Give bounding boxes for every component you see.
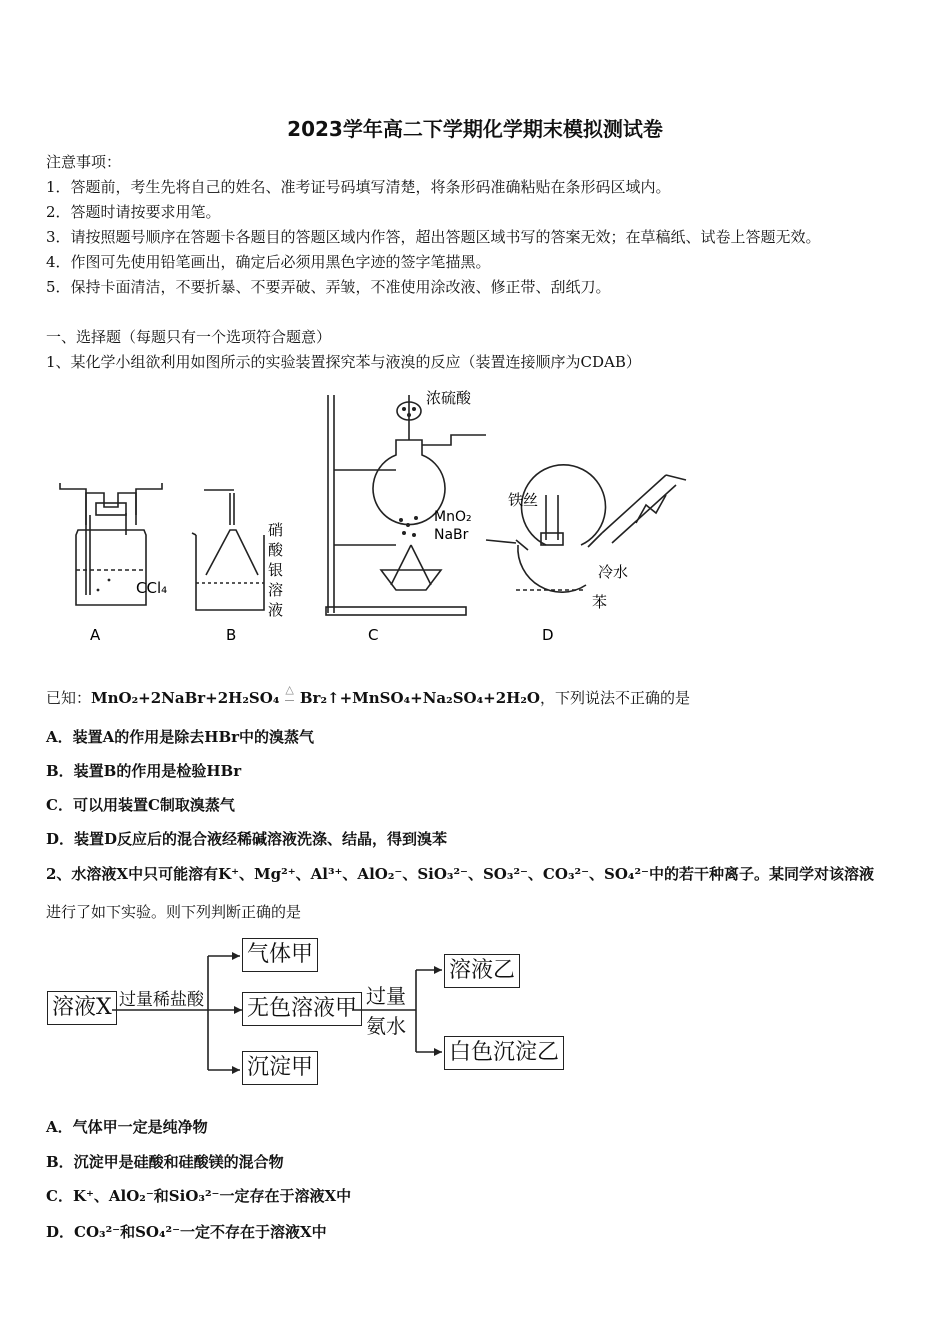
colorless-solution-box: 无色溶液甲 <box>242 992 362 1026</box>
apparatus-figure <box>46 385 696 650</box>
silver-nitrate-label-3: 银 <box>268 561 284 579</box>
q1-stem: 1、某化学小组欲利用如图所示的实验装置探究苯与液溴的反应（装置连接顺序为CDAB） <box>46 353 641 371</box>
silver-nitrate-label-4: 溶 <box>268 581 284 599</box>
mno2-label: MnO₂ <box>434 509 472 525</box>
solution-y-box: 溶液乙 <box>444 954 520 988</box>
notice-item: 1．答题前，考生先将自己的姓名、准考证号码填写清楚，将条形码准确粘贴在条形码区域内。 <box>46 178 671 196</box>
known-prefix: 已知： <box>46 689 92 707</box>
silver-nitrate-label-1: 硝 <box>268 521 284 539</box>
q1-option-b: B．装置B的作用是检验HBr <box>46 762 242 780</box>
white-precipitate-box: 白色沉淀乙 <box>444 1036 564 1070</box>
notice-heading: 注意事项： <box>46 153 122 171</box>
label-a: A <box>90 626 101 644</box>
q1-option-d: D．装置D反应后的混合液经稀碱溶液洗涤、结晶，得到溴苯 <box>46 830 448 848</box>
q1-option-c: C．可以用装置C制取溴蒸气 <box>46 796 235 814</box>
q1-option-a: A．装置A的作用是除去HBr中的溴蒸气 <box>46 728 315 746</box>
known-equation-right: Br₂↑+MnSO₄+Na₂SO₄+2H₂O <box>299 689 540 707</box>
apparatus-b <box>192 490 264 610</box>
notice-item: 3．请按照题号顺序在答题卡各题目的答题区域内作答，超出答题区域书写的答案无效；在草稿纸、试卷上答题无效。 <box>46 228 821 246</box>
known-condition: △ <box>285 680 293 701</box>
benzene-label: 苯 <box>592 593 608 611</box>
q2-option-a: A．气体甲一定是纯净物 <box>46 1118 208 1136</box>
label-c: C <box>368 626 379 644</box>
q2-option-c: C．K⁺、AlO₂⁻和SiO₃²⁻一定存在于溶液X中 <box>46 1187 352 1205</box>
ccl4-label: CCl₄ <box>136 579 168 597</box>
label-d: D <box>542 626 554 644</box>
apparatus-d <box>486 465 686 592</box>
q2-option-d: D．CO₃²⁻和SO₄²⁻一定不存在于溶液X中 <box>46 1223 327 1241</box>
apparatus-c <box>326 395 486 615</box>
q2-stem-line1: 2、水溶液X中只可能溶有K⁺、Mg²⁺、Al³⁺、AlO₂⁻、SiO₃²⁻、SO₃²⁻、CO₃²⁻、SO₄²⁻中的若干种离子。某同学对该溶液 <box>46 865 874 883</box>
q2-stem-line2: 进行了如下实验。则下列判断正确的是 <box>46 903 302 921</box>
q1-known <box>46 680 690 708</box>
page-title: 2023学年高二下学期化学期末模拟测试卷 <box>287 117 663 141</box>
silver-nitrate-label-5: 液 <box>268 601 284 619</box>
notice-item: 5．保持卡面清洁，不要折暴、不要弄破、弄皱，不准使用涂改液、修正带、刮纸刀。 <box>46 278 611 296</box>
gas-box: 气体甲 <box>242 938 318 972</box>
solution-x-box: 溶液X <box>47 991 117 1025</box>
known-equation-left: MnO₂+2NaBr+2H₂SO₄ <box>91 689 280 707</box>
notice-item: 4．作图可先使用铅笔画出，确定后必须用黑色字迹的签字笔描黑。 <box>46 253 491 271</box>
conc-h2so4-label: 浓硫酸 <box>426 389 472 407</box>
cold-water-label: 冷水 <box>598 563 629 581</box>
reagent-hcl: 过量稀盐酸 <box>119 990 204 1010</box>
known-suffix: ，下列说法不正确的是 <box>540 689 691 707</box>
silver-nitrate-label-2: 酸 <box>268 541 284 559</box>
notice-item: 2．答题时请按要求用笔。 <box>46 203 221 221</box>
iron-wire-label: 铁丝 <box>508 491 539 509</box>
nabr-label: NaBr <box>434 527 469 543</box>
reagent-ammonia-1: 过量 <box>366 984 406 1008</box>
precipitate-box: 沉淀甲 <box>242 1051 318 1085</box>
q2-option-b: B．沉淀甲是硅酸和硅酸镁的混合物 <box>46 1153 284 1171</box>
section-heading: 一、选择题（每题只有一个选项符合题意） <box>46 328 332 346</box>
reagent-ammonia-2: 氨水 <box>366 1014 406 1038</box>
label-b: B <box>226 626 237 644</box>
